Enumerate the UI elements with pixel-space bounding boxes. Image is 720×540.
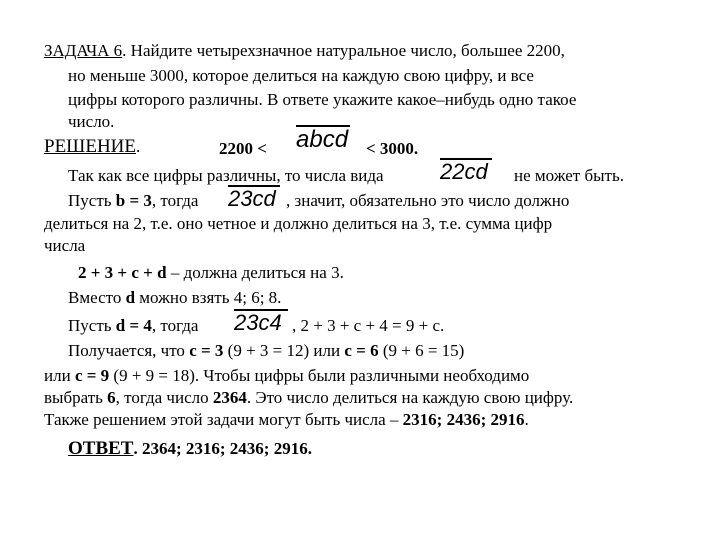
body-line-6 (68, 288, 281, 308)
sum-expression: 2 + 3 + c + d (78, 263, 167, 282)
text-then: , тогда (151, 191, 199, 210)
body-line-3: делиться на 2, т.е. оно четное и должно делиться на 3, т.е. сумма цифр (44, 214, 553, 233)
problem-line-2: но меньше 3000, которое делиться на каждую свою цифру, и все (68, 66, 534, 85)
text-d-eq-4: d = 4 (115, 316, 152, 335)
text-or: или (44, 366, 71, 385)
text-c-eq-3: c = 3 (189, 341, 224, 360)
body-line-2a (68, 191, 198, 211)
problem-line-4: число. (68, 112, 115, 131)
answer-text: . 2364; 2316; 2436; 2916. (133, 439, 312, 458)
text-also: Также решением этой задачи могут быть числа – (44, 410, 399, 429)
text-options: можно взять 4; 6; 8. (139, 288, 282, 307)
number-22cd: 22cd (440, 159, 488, 184)
text-b-eq-3: b = 3 (115, 191, 152, 210)
text-calc-3: (9 + 9 = 18). Чтобы цифры были различными необходимо (113, 366, 530, 385)
body-line-11 (44, 410, 529, 430)
text-instead: Вместо (68, 288, 122, 307)
number-23c4: 23c4 (234, 310, 282, 335)
text-c-eq-6: c = 6 (344, 341, 379, 360)
problem-text: . Найдите четырехзначное натуральное число, большее 2200, (122, 41, 565, 60)
inequality-right: < 3000. (366, 139, 419, 158)
text-divisible: . Это число делиться на каждую свою цифру. (246, 388, 574, 407)
text-other-numbers: 2316; 2436; 2916 (402, 410, 525, 429)
body-line-5 (78, 263, 344, 283)
text-period: . (524, 410, 529, 429)
solution-heading-line (44, 137, 140, 157)
text-choose: выбрать (44, 388, 103, 407)
body-line-7a (68, 316, 198, 336)
body-line-7b: , 2 + 3 + c + 4 = 9 + c. (292, 316, 445, 335)
text-c-eq-9: c = 9 (74, 366, 110, 385)
number-23cd: 23cd (228, 186, 276, 211)
text-calc-1: (9 + 3 = 12) или (227, 341, 341, 360)
body-line-10 (44, 388, 573, 408)
body-line-4: числа (44, 236, 86, 255)
text-calc-2: (9 + 6 = 15) (382, 341, 465, 360)
body-line-8 (68, 341, 464, 361)
sum-condition: – должна делиться на 3. (166, 263, 344, 282)
solution-heading: РЕШЕНИЕ (44, 136, 136, 157)
body-line-2b: , значит, обязательно это число должно (286, 191, 570, 210)
solution-dot: . (136, 137, 141, 156)
text-2364: 2364 (212, 388, 247, 407)
body-line-9 (44, 366, 529, 386)
text-result: Получается, что (68, 341, 185, 360)
problem-line-3: цифры которого различны. В ответе укажите какое–нибудь одно такое (68, 90, 577, 109)
text-let-2: Пусть (68, 316, 112, 335)
text-then-2: , тогда (151, 316, 199, 335)
body-line-1a: Так как все цифры различны, то числа вида (68, 166, 384, 185)
problem-heading: ЗАДАЧА 6 (44, 41, 123, 60)
body-line-1b: не может быть. (514, 166, 624, 185)
answer-line (68, 439, 312, 459)
number-abcd: abcd (296, 126, 349, 153)
text-d: d (125, 288, 136, 307)
text-six: 6 (107, 388, 116, 407)
inequality-left: 2200 < (219, 139, 267, 158)
answer-heading: ОТВЕТ (68, 438, 134, 459)
text-then-number: , тогда число (115, 388, 209, 407)
text-let: Пусть (68, 191, 112, 210)
problem-line-1 (44, 41, 565, 61)
